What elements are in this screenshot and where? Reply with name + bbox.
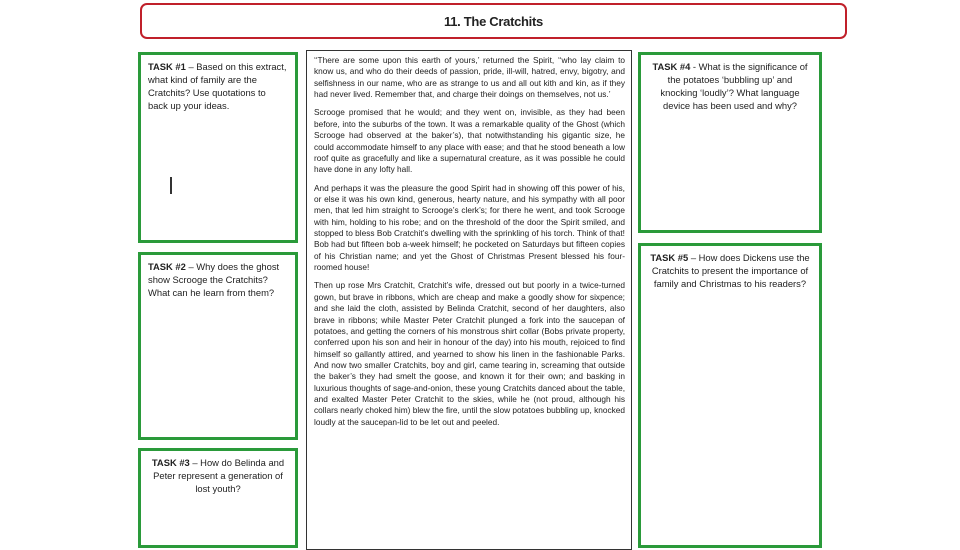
task-1-text: – Based on this extract, what kind of family are the Cratchits? Use quotations to back up your ideas. <box>148 61 287 111</box>
task-4-label: TASK #4 <box>652 61 691 72</box>
task-3-text: – How do Belinda and Peter represent a generation of lost youth? <box>153 457 285 494</box>
page-title: 11. The Cratchits <box>140 3 847 39</box>
extract-paragraph-4: Then up rose Mrs Cratchit, Cratchit’s wife, dressed out but poorly in a twice-turned gown, but brave in ribbons, which are cheap and make a goodly show for sixpence; and she laid the cloth, assisted by Belinda Cratchit, second of her daughters, also brave in ribbons; while Master Peter Cratchit plunged a fork into the saucepan of potatoes, and getting the corners of his monstrous shirt collar (Bobs private property, conferred upon his son and heir in honour of the day) into his mouth, rejoiced to find himself so gallantly attired, and yearned to show his linen in the fashionable Parks. And now two smaller Cratchits, boy and girl, came tearing in, screaming that outside the baker’s they had smelt the goose, and known it for their own; and basking in luxurious thoughts of sage-and-onion, these young Cratchits danced about the table, and exalted Master Peter Cratchit to the skies, while he (not proud, although his collars nearly choked him) blew the fire, until the slow potatoes bubbling up, knocked loudly at the saucepan-lid to be let out and peeled. <box>314 280 625 427</box>
task-5-box[interactable] <box>638 243 822 548</box>
task-4-text: - What is the significance of the potatoes ‘bubbling up’ and knocking ‘loudly’? What language device has been used and why? <box>660 61 808 111</box>
extract-box <box>306 50 632 550</box>
task-5-label: TASK #5 <box>650 252 689 263</box>
extract-paragraph-3: And perhaps it was the pleasure the good Spirit had in showing off this power of his, or else it was his own kind, generous, hearty nature, and his sympathy with all poor men, that led him straight to Scrooge’s clerk’s; for there he went, and took Scrooge with him, holding to his robe; and on the threshold of the door the Spirit smiled, and stopped to bless Bob Cratchit’s dwelling with the sprinkling of his torch. Think of that! Bob had but fifteen bob a-week himself; he pocketed on Saturdays but fifteen copies of his Christian name; and yet the Ghost of Christmas Present blessed his four-roomed house! <box>314 182 625 273</box>
task-2-box[interactable] <box>138 252 298 440</box>
task-2-label: TASK #2 <box>148 261 186 272</box>
text-cursor <box>170 177 172 194</box>
task-2-text: – Why does the ghost show Scrooge the Cratchits? What can he learn from them? <box>148 261 280 298</box>
task-5-text: – How does Dickens use the Cratchits to present the importance of family and Christmas to his readers? <box>651 252 810 289</box>
task-1-box[interactable] <box>138 52 298 243</box>
task-3-label: TASK #3 <box>151 457 190 468</box>
task-3-box[interactable] <box>138 448 298 548</box>
task-1-label: TASK #1 <box>148 61 186 72</box>
extract-paragraph-2: Scrooge promised that he would; and they went on, invisible, as they had been before, into the suburbs of the town. It was a remarkable quality of the Ghost (which Scrooge had observed at the baker’s), that notwithstanding his gigantic size, he could accommodate himself to any place with ease; and that he stood beneath a low roof quite as gracefully and like a supernatural creature, as it was possible he could have done in any lofty hall. <box>314 107 625 175</box>
extract-paragraph-1: ‘‘There are some upon this earth of yours,’ returned the Spirit, ‘‘who lay claim to know us, and who do their deeds of passion, pride, ill-will, hatred, envy, bigotry, and selfishness in our name, who are as strange to us and all out kith and kin, as if they had never lived. Remember that, and charge their doings on themselves, not us.’ <box>314 55 625 100</box>
task-4-box[interactable] <box>638 52 822 233</box>
